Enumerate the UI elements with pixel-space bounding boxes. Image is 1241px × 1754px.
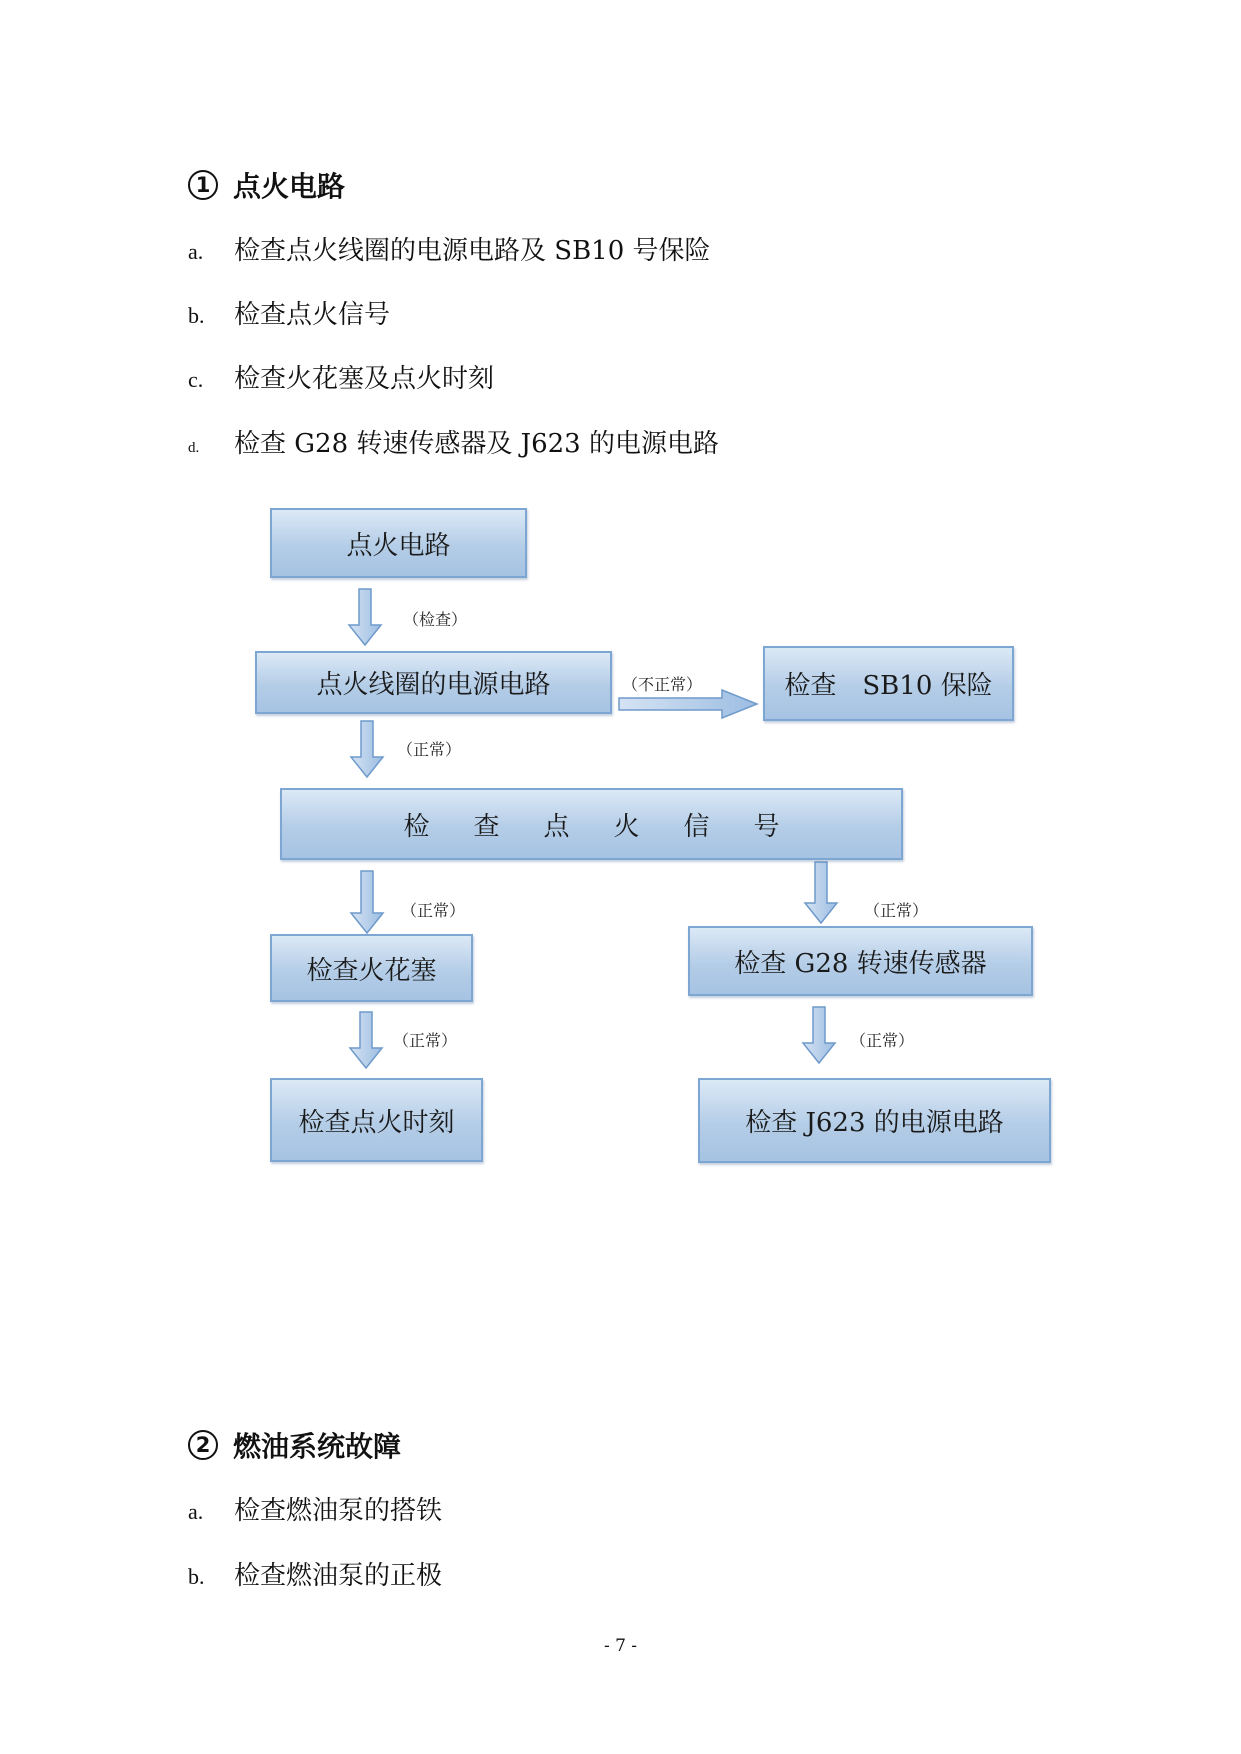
flow-node-spark-plug: 检查火花塞 (270, 934, 473, 1002)
section-2-number: 2 (188, 1430, 218, 1460)
arrow-spark-timing (350, 1012, 382, 1068)
arrow-start-coil (349, 589, 381, 645)
arrow-signal-spark (351, 871, 383, 933)
list-item: a. 检查燃油泵的搭铁 (188, 1496, 443, 1526)
section-2-heading (188, 1425, 401, 1465)
edge-label-abnormal: （不正常） (622, 675, 703, 694)
arrow-g28-j623 (803, 1007, 835, 1063)
edge-label-normal: （正常） (850, 1031, 915, 1050)
flow-node-j623-power: 检查 J623 的电源电路 (698, 1078, 1051, 1163)
flow-node-g28-sensor: 检查 G28 转速传感器 (688, 926, 1033, 996)
list-item: b. 检查燃油泵的正极 (188, 1561, 443, 1591)
edge-label-normal: （正常） (397, 740, 462, 759)
edge-label-normal: （正常） (401, 901, 466, 920)
list-item: a. 检查点火线圈的电源电路及 SB10 号保险 (188, 236, 711, 266)
edge-label-check: （检查） (403, 610, 468, 629)
flow-node-ignition-signal: 检查点火信号 (280, 788, 903, 860)
section-1-number: 1 (188, 170, 218, 200)
list-item: d. 检查 G28 转速传感器及 J623 的电源电路 (188, 429, 719, 459)
flow-node-coil-power: 点火线圈的电源电路 (255, 651, 612, 714)
flow-node-ignition-circuit: 点火电路 (270, 508, 527, 578)
list-item: c. 检查火花塞及点火时刻 (188, 364, 495, 394)
section-1-title: 点火电路 (233, 170, 346, 203)
arrow-coil-signal (351, 721, 383, 777)
section-2-title: 燃油系统故障 (233, 1430, 402, 1463)
flow-node-sb10-fuse: 检查 SB10 保险 (763, 646, 1014, 721)
flow-node-ignition-timing: 检查点火时刻 (270, 1078, 483, 1162)
arrow-signal-g28 (805, 862, 837, 923)
edge-label-normal: （正常） (864, 901, 929, 920)
page-number: - 7 - (603, 1636, 638, 1656)
edge-label-normal: （正常） (393, 1031, 458, 1050)
list-item: b. 检查点火信号 (188, 300, 391, 330)
